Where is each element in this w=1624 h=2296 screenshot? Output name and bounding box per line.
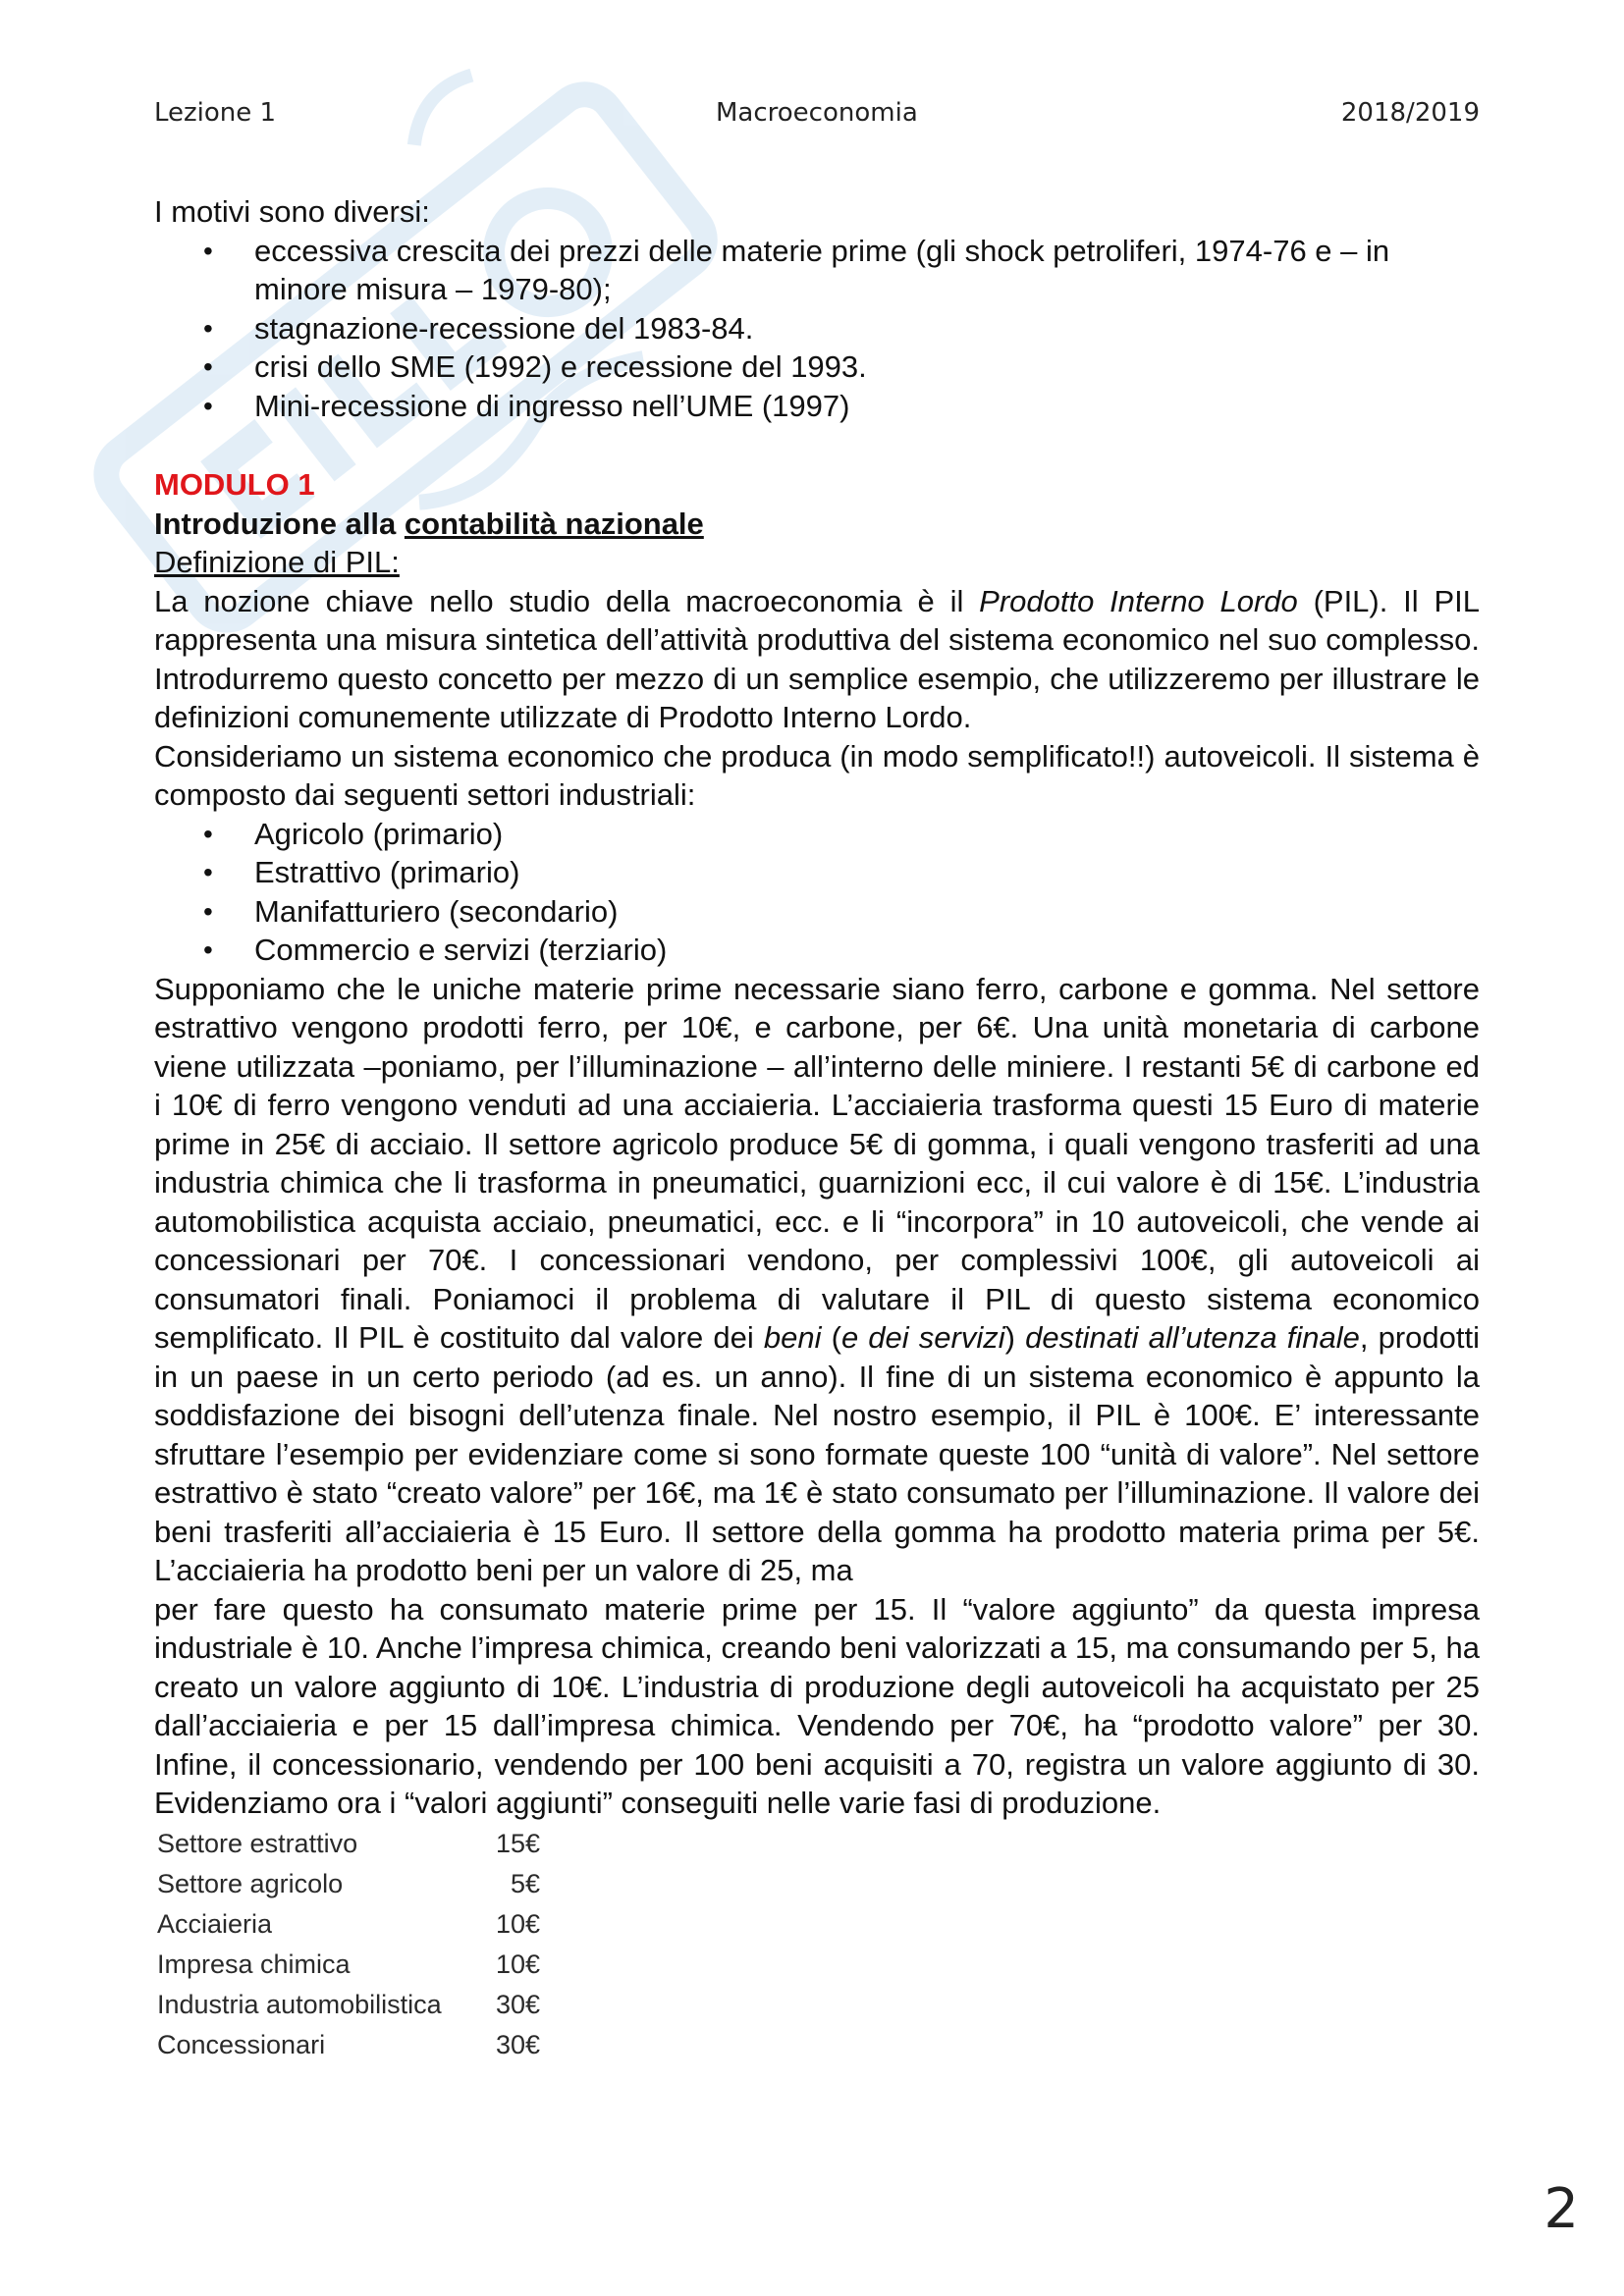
table-cell-sector: Impresa chimica: [157, 1949, 351, 1980]
text-run-italic: destinati all’utenza finale: [1025, 1320, 1360, 1355]
table-cell-value: 10€: [495, 1949, 540, 1980]
table-cell-sector: Settore agricolo: [157, 1869, 344, 1899]
text-run-italic: Prodotto Interno Lordo: [979, 583, 1298, 618]
table-cell-sector: Acciaieria: [157, 1909, 273, 1940]
table-row: [154, 1946, 540, 1986]
list-item: • Agricolo (primario): [154, 815, 1480, 854]
text-run: Supponiamo che le uniche materie prime necessarie siano ferro, carbone e gomma. Nel settore estrattivo vengono prodotti ferro, per 10€, e carbone, per 6€. Una unità monetaria di carbone viene utilizzata –poniamo, per l’illuminazione – all’interno delle miniere. I restanti 5€ di carbone ed i 10€ di ferro vengono venduti ad una acciaieria. L’acciaieria trasforma questi 15 Euro di materie prime in 25€ di acciaio. Il settore agricolo produce 5€ di gomma, i quali vengono trasferiti ad una industria chimica che li trasforma in pneumatici, guarnizioni ecc, il cui valore è di 15€. L’industria automobilistica acquista acciaio, pneumatici, ecc. e li “incorpora” in 10 autoveicoli, che vende ai concessionari per 70€. I concessionari vendono, per complessivi 100€, gli autoveicoli ai consumatori finali. Poniamoci il problema di valutare il PIL di questo sistema economico semplificato. Il PIL è costituito dal valore dei: [154, 971, 1480, 1355]
page-header: [154, 98, 1480, 137]
value-added-table: [154, 1825, 540, 2066]
list-item: • Commercio e servizi (terziario): [154, 931, 1480, 970]
subsection-title: Definizione di PIL:: [154, 545, 400, 579]
table-cell-sector: Industria automobilistica: [157, 1990, 442, 2020]
text-run: La nozione chiave nello studio della macroeconomia è il: [154, 583, 980, 618]
text-run: , prodotti in un paese in un certo periodo (ad es. un anno). Il fine di un sistema economico è appunto la soddisfazione dei bisogni dell’utenza finale. Nel nostro esempio, il PIL è 100€. E’ interessante sfruttare l’esempio per evidenziare come si sono formate queste 100 “unità di valore”. Nel settore estrattivo è stato “creato valore” per 16€, ma 1€ è stato consumato per l’illuminazione. Il valore dei beni trasferiti all’acciaieria è 15 Euro. Il settore della gomma ha prodotto materia prima per 5€. L’acciaieria ha prodotto beni per un valore di 25, ma: [154, 1320, 1481, 1587]
list-item: • stagnazione-recessione del 1983-84.: [154, 309, 1480, 348]
section-title-underlined: contabilità nazionale: [404, 506, 704, 541]
header-course: Macroeconomia: [716, 98, 918, 128]
list-item: • Mini-recessione di ingresso nell’UME (1997): [154, 387, 1480, 426]
paragraph-value-added: per fare questo ha consumato materie prime per 15. Il “valore aggiunto” da questa impresa industriale è 10. Anche l’impresa chimica, creando beni valorizzati a 15, ma consumando per 5, ha creato un valore aggiunto di 10€. L’industria di produzione degli autoveicoli ha acquistato per 25 dall’acciaieria e per 15 dall’impresa chimica. Vendendo per 70€, ha “prodotto valore” per 30. Infine, il concessionario, vendendo per 100 beni acquisiti a 70, registra un valore aggiunto di 30. Evidenziamo ora i “valori aggiunti” conseguiti nelle varie fasi di produzione.: [154, 1591, 1480, 1820]
text-run-italic: e dei servizi: [840, 1320, 1005, 1355]
table-cell-value: 5€: [510, 1869, 540, 1899]
list-item: • eccessiva crescita dei prezzi delle materie prime (gli shock petroliferi, 1974-76 e – in minore misura – 1979-80);: [154, 232, 1480, 309]
table-row: [154, 1986, 540, 2026]
text-run: (: [821, 1320, 841, 1355]
table-cell-value: 30€: [495, 1990, 540, 2020]
table-row: [154, 1825, 540, 1865]
list-item: • Manifatturiero (secondario): [154, 892, 1480, 932]
table-row: [154, 1905, 540, 1946]
sectors-list: [154, 815, 1480, 970]
table-cell-value: 15€: [495, 1829, 540, 1859]
text-run: (PIL). Il PIL rappresenta una misura sintetica dell’attività produttiva del sistema economico nel suo complesso. Introdurremo questo concetto per mezzo di un semplice esempio, che utilizzeremo per illustrare le definizioni comunemente utilizzate di Prodotto Interno Lordo.: [154, 583, 1480, 734]
text-run-italic: beni: [763, 1320, 822, 1355]
text-run: ): [1004, 1320, 1026, 1355]
header-lesson: Lezione 1: [154, 98, 277, 128]
table-row: [154, 2026, 540, 2066]
table-cell-value: 30€: [495, 2030, 540, 2060]
table-row: [154, 1865, 540, 1905]
table-cell-sector: Concessionari: [157, 2030, 326, 2060]
section-title-prefix: Introduzione alla: [154, 506, 405, 541]
page-number: 2: [1543, 2177, 1579, 2241]
header-year: 2018/2019: [1340, 98, 1480, 128]
table-cell-value: 10€: [495, 1909, 540, 1940]
paragraph-example-system: Consideriamo un sistema economico che produca (in modo semplificato!!) autoveicoli. Il sistema è composto dai seguenti settori industriali:: [154, 738, 1480, 812]
list-item: • Estrattivo (primario): [154, 853, 1480, 892]
reasons-list: [154, 232, 1480, 426]
paragraph-pil-definition: [154, 582, 1480, 737]
intro-lead: I motivi sono diversi:: [154, 194, 430, 229]
module-label: MODULO 1: [154, 467, 315, 502]
document-body: [154, 192, 1480, 2066]
list-item: • crisi dello SME (1992) e recessione del 1993.: [154, 347, 1480, 387]
section-title: [154, 505, 1480, 544]
table-cell-sector: Settore estrattivo: [157, 1829, 358, 1859]
paragraph-example-detail: [154, 970, 1480, 1590]
